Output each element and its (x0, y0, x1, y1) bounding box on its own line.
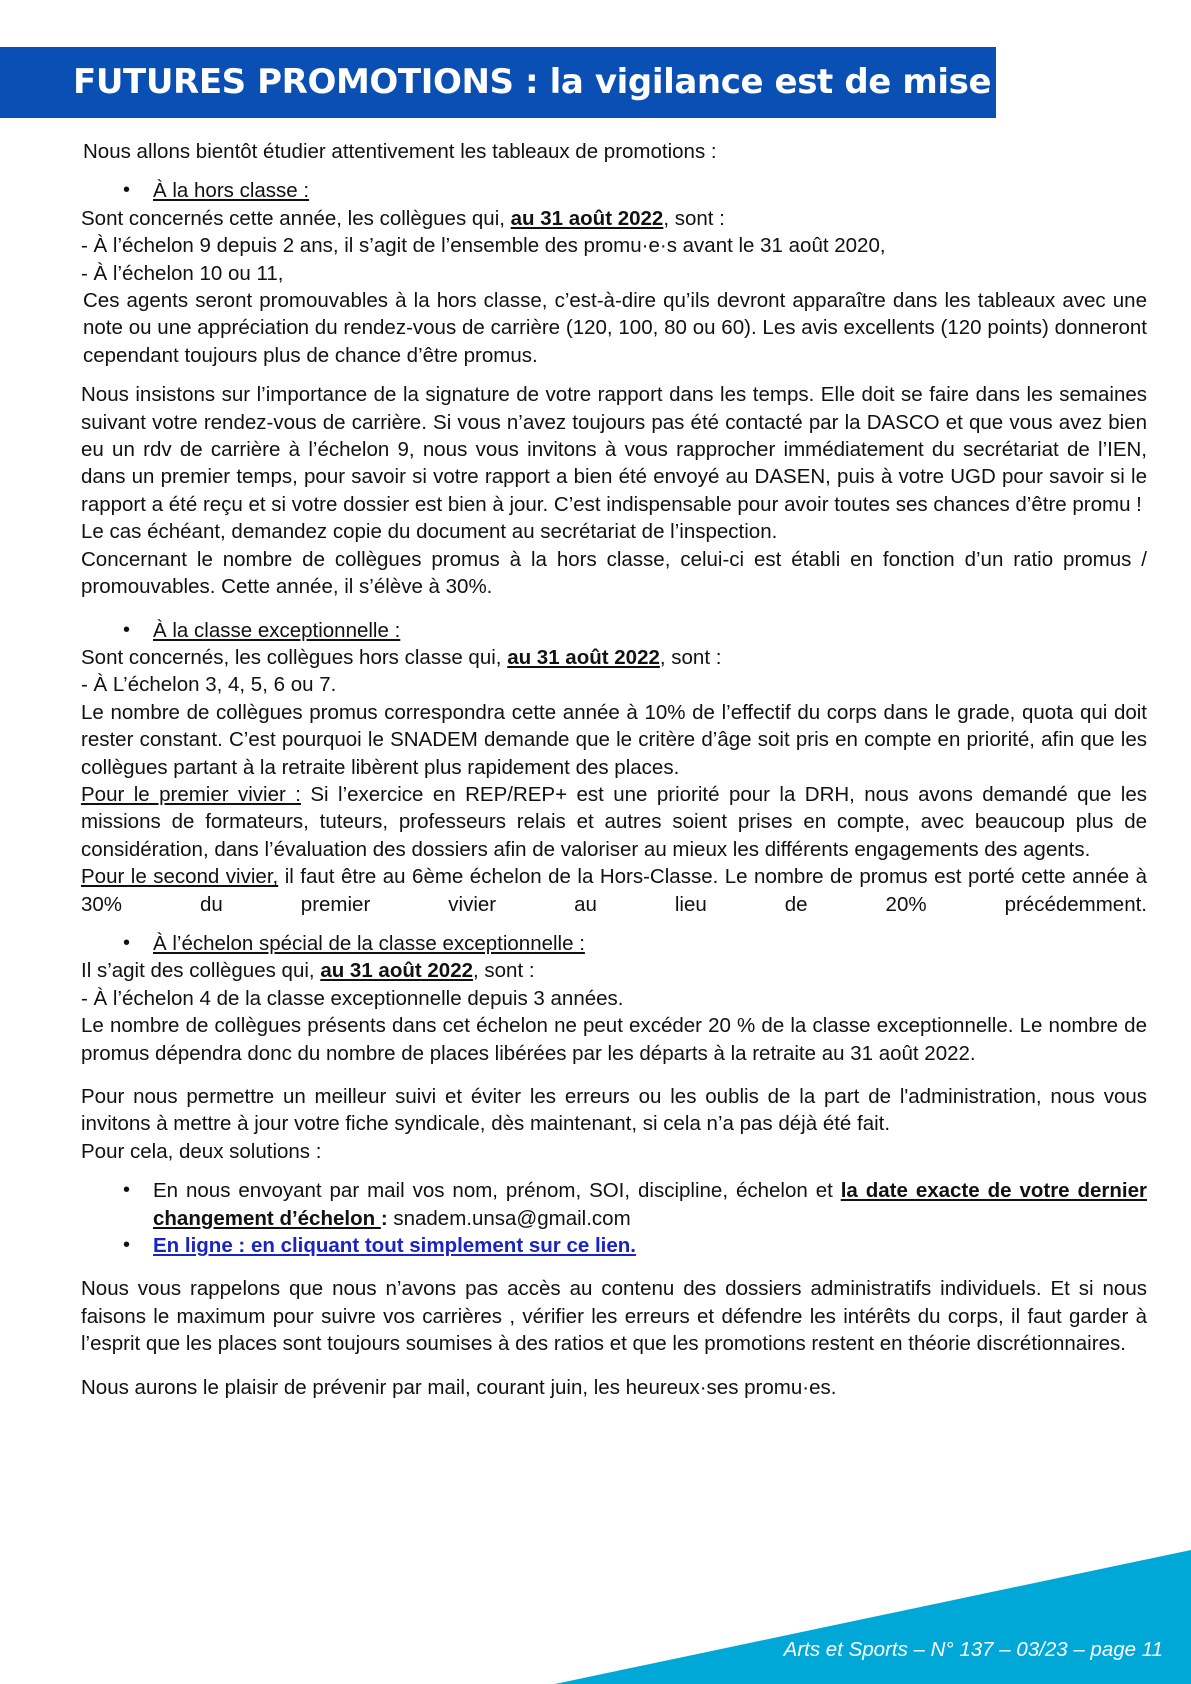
signature-line2: Le cas échéant, demandez copie du document au secrétariat de l’inspection. (81, 520, 778, 544)
bullet-icon: • (123, 179, 131, 202)
footer-page-info: Arts et Sports – N° 137 – 03/23 – page 11 (783, 1638, 1163, 1661)
bullet-icon: • (123, 618, 131, 641)
echelon-special-line2: - À l’échelon 4 de la classe exceptionnelle depuis 3 années. (81, 986, 624, 1010)
article-body (81, 138, 1147, 1401)
solution-item-online (81, 1232, 1147, 1259)
signature-line3: Concernant le nombre de collègues promus à la hors classe, celui-ci est établi en fonction d’un ratio promus / promouvables. Cette année, il s’élève à 30%. (81, 547, 1147, 599)
bullet-icon: • (123, 1179, 131, 1202)
classe-ex-paragraph: Le nombre de collègues promus correspondra cette année à 10% de l’effectif du corps dans le grade, quota qui doit rester constant. C’est pourquoi le SNADEM demande que le critère d’âge soit pris en compte en priorité, afin que les collègues partant à la retraite libèrent plus rapidement des places. (81, 700, 1147, 779)
online-form-link[interactable]: En ligne : en cliquant tout simplement sur ce lien. (153, 1234, 636, 1258)
bullet-icon: • (123, 1234, 131, 1257)
page-title: FUTURES PROMOTIONS : la vigilance est de mise (73, 62, 992, 102)
section-heading-classe-exceptionnelle: • À la classe exceptionnelle : (81, 617, 1147, 644)
suivi-line2: Pour cela, deux solutions : (81, 1139, 322, 1163)
solution-item-mail: • En nous envoyant par mail vos nom, prénom, SOI, discipline, échelon et la date exacte de votre dernier changement d’échelon : snadem.unsa@gmail.com (81, 1177, 1147, 1232)
signature-paragraph: Nous insistons sur l’importance de la signature de votre rapport dans les temps. Elle doit se faire dans les semaines suivant votre rendez-vous de carrière. Si vous n’avez toujours pas été contacté par la DASCO et que vous avez bien eu un rdv de carrière à l’échelon 9, nous vous invitons à vous rapprocher immédiatement du secrétariat de l’IEN, dans un premier temps, pour savoir si votre rapport a bien été envoyé au DASEN, puis à votre UGD pour savoir si le rapport a été reçu et si votre dossier est bien à jour. C’est indispensable pour avoir toutes ses chances d’être promu ! (81, 383, 1147, 516)
suivi-paragraph: Pour nous permettre un meilleur suivi et éviter les erreurs ou les oublis de la part de l'administration, nous vous invitons à mettre à jour votre fiche syndicale, dès maintenant, si cela n’a pas déjà été fait. (81, 1085, 1147, 1136)
second-vivier-paragraph: Pour le second vivier, il faut être au 6ème échelon de la Hors-Classe. Le nombre de promus est porté cette année à 30% du premier vivier au lieu de 20% précédemment. (81, 865, 1148, 916)
bullet-icon: • (123, 931, 131, 954)
echelon-special-paragraph: Le nombre de collègues présents dans cet échelon ne peut excéder 20 % de la classe exceptionnelle. Le nombre de promus dépendra donc du nombre de places libérées par les départs à la retraite au 31 août 2022. (81, 1014, 1147, 1065)
premier-vivier-paragraph: Pour le premier vivier : Si l’exercice en REP/REP+ est une priorité pour la DRH, nous avons demandé que les missions de formateurs, tuteurs, professeurs relais et autres soient prises en compte, avec beaucoup plus de considération, dans l’évaluation des dossiers afin de valoriser au mieux les différents engagements des agents. (81, 782, 1148, 861)
section-heading-hors-classe: • À la hors classe : (81, 177, 1147, 204)
echelon-special-line1: Il s’agit des collègues qui, au 31 août 2022, sont : (81, 959, 535, 983)
classe-ex-line1: Sont concernés, les collègues hors classe qui, au 31 août 2022, sont : (81, 645, 722, 669)
rappel-paragraph: Nous vous rappelons que nous n’avons pas accès au contenu des dossiers administratifs individuels. Et si nous faisons le maximum pour suivre vos carrières , vérifier les erreurs et défendre les intérêts du corps, il faut garder à l’esprit que les places sont toujours soumises à des ratios et que les promotions restent en théorie discrétionnaires. (81, 1277, 1147, 1356)
section-heading-echelon-special: • À l’échelon spécial de la classe exceptionnelle : (81, 930, 1147, 957)
contact-email: snadem.unsa@gmail.com (387, 1206, 631, 1230)
intro-text: Nous allons bientôt étudier attentivement les tableaux de promotions : (83, 140, 717, 163)
hors-classe-line1: Sont concernés cette année, les collègues qui, au 31 août 2022, sont : (81, 206, 725, 230)
closing-text: Nous aurons le plaisir de prévenir par mail, courant juin, les heureux·ses promu·es. (81, 1375, 837, 1399)
hors-classe-line3: - À l’échelon 10 ou 11, (81, 261, 284, 285)
classe-ex-line2: - À L’échelon 3, 4, 5, 6 ou 7. (81, 673, 337, 697)
hors-classe-line2: - À l’échelon 9 depuis 2 ans, il s’agit de l’ensemble des promu·e·s avant le 31 août 2020, (81, 234, 886, 258)
hors-classe-paragraph: Ces agents seront promouvables à la hors classe, c’est-à-dire qu’ils devront apparaître dans les tableaux avec une note ou une appréciation du rendez-vous de carrière (120, 100, 80 ou 60). Les avis excellents (120 points) donneront cependant toujours plus de chance d’être promus. (83, 289, 1147, 367)
title-banner (0, 47, 996, 118)
